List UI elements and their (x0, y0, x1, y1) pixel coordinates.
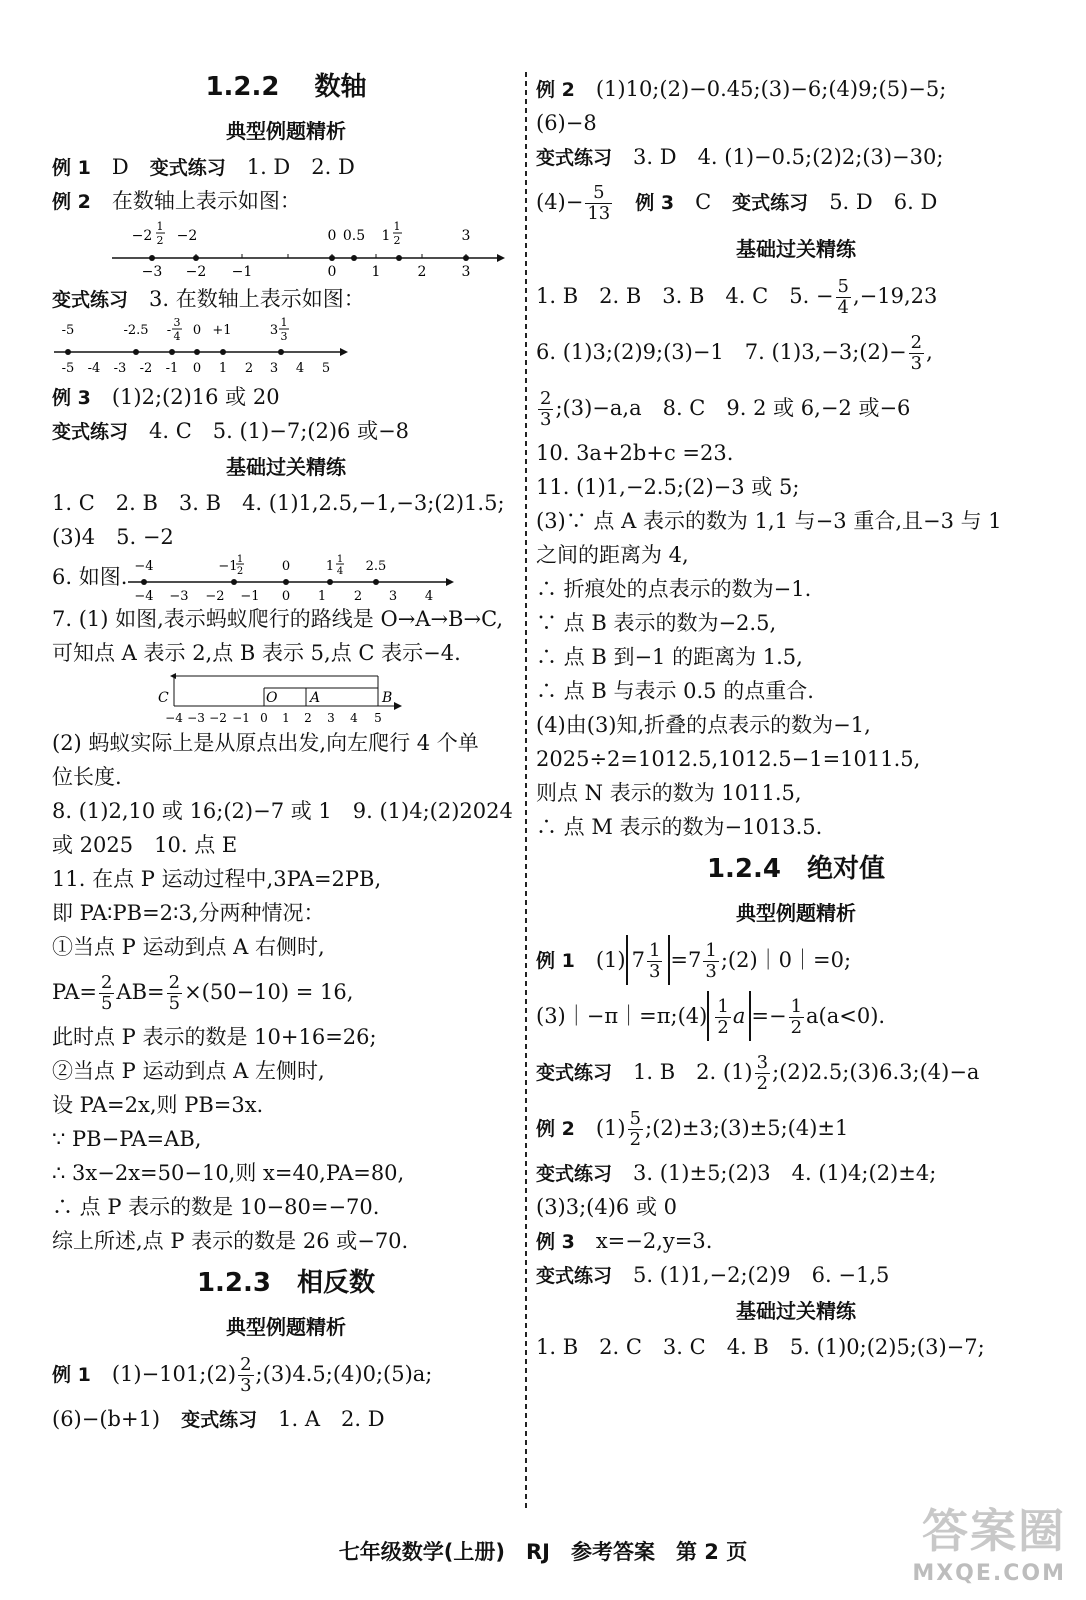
svg-text:−2: −2 (205, 589, 225, 602)
svg-text:C: C (158, 690, 169, 706)
svg-text:2: 2 (393, 234, 401, 247)
number-line-3-row (52, 554, 520, 602)
answer-line: 此时点 P 表示的数是 10+16=26; (52, 1025, 377, 1049)
subheading-practice: 基础过关精练 (736, 1299, 856, 1323)
svg-text:4: 4 (173, 330, 181, 343)
svg-text:0: 0 (260, 711, 268, 725)
section-heading-1-2-2 (52, 62, 520, 112)
example-2-line: 例 2 (1) $\frac{5}{2}$ ;(2)±3;(3)±5;(4)±1 (536, 1108, 849, 1150)
answer-line: 2025÷2=1012.5,1012.5−1=1011.5, (536, 747, 921, 771)
label-1-half: 1 (381, 228, 391, 244)
svg-text:3: 3 (461, 264, 471, 280)
answer-line: ∴ 折痕处的点表示的数为−1. (536, 577, 812, 601)
fraction-equation-line: PA= $\frac{2}{5}$ AB= $\frac{2}{5}$ ×(50−10) = 16, (52, 972, 354, 1014)
svg-text:−1: −1 (231, 264, 253, 280)
example-3-line: 例 3 (1)2;(2)16 或 20 (52, 385, 280, 409)
answer-line: ∴ 点 P 表示的数是 10−80=−70. (52, 1195, 380, 1219)
svg-text:2: 2 (156, 234, 164, 247)
answer-line: 或 2025 10. 点 E (52, 833, 238, 857)
fraction: $\frac{1}{2}$ (717, 996, 729, 1038)
fraction: $\frac{3}{2}$ (756, 1052, 769, 1094)
answer-line: 11. 在点 P 运动过程中,3PA=2PB, (52, 867, 382, 891)
subheading-practice: 基础过关精练 (226, 455, 346, 479)
answer-line: (3)4 5. −2 (52, 525, 174, 549)
svg-text:0: 0 (327, 264, 337, 280)
svg-text:1: 1 (336, 554, 344, 565)
svg-text:−2: −2 (209, 711, 227, 725)
fraction-answer-line: (4)− $\frac{5}{13}$ 例 3 C 变式练习 5. D 6. D (536, 182, 938, 224)
svg-text:0: 0 (192, 323, 202, 338)
answer-line: ∴ 点 M 表示的数为−1013.5. (536, 815, 823, 839)
svg-text:-2.5: -2.5 (123, 323, 149, 338)
svg-text:2: 2 (244, 361, 254, 376)
svg-text:1: 1 (371, 264, 381, 280)
fraction-answer-line: 6. (1)3;(2)9;(3)−1 7. (1)3,−3;(2)− $\frac{2}{3}$ , (536, 332, 933, 374)
answer-line: (3)3;(4)6 或 0 (536, 1195, 678, 1219)
fraction-answer-line: 1. B 2. B 3. B 4. C 5. − $\frac{5}{4}$ ,−19,23 (536, 276, 938, 318)
svg-text:-3: -3 (113, 361, 127, 376)
answer-line: 设 PA=2x,则 PB=3x. (52, 1093, 264, 1117)
svg-text:−2: −2 (185, 264, 207, 280)
variant-line: 变式练习 3. (1)±5;(2)3 4. (1)4;(2)±4; (536, 1161, 937, 1185)
label-neg2-half: −2 (131, 228, 153, 244)
answer-line: ∵ PB−PA=AB, (52, 1127, 202, 1151)
svg-text:3: 3 (327, 711, 335, 725)
answer-line: 11. (1)1,−2.5;(2)−3 或 5; (536, 475, 800, 499)
svg-text:−4: −4 (134, 589, 154, 602)
answer-line: 位长度. (52, 765, 122, 789)
example-1-line: 例 1 D 变式练习 1. D 2. D (52, 155, 355, 179)
answer-line: ∴ 点 B 与表示 0.5 的点重合. (536, 679, 814, 703)
svg-text:3: 3 (280, 330, 288, 343)
subheading-examples: 典型例题精析 (226, 119, 346, 143)
svg-text:2.5: 2.5 (365, 559, 387, 574)
subheading-examples: 典型例题精析 (736, 901, 856, 925)
svg-text:-4: -4 (87, 361, 101, 376)
answer-line: (6)−8 (536, 111, 597, 135)
svg-text:3: 3 (269, 361, 279, 376)
left-column (52, 62, 520, 1436)
number-line-2 (52, 316, 372, 380)
label-0: 0 (327, 228, 337, 244)
svg-text:3: 3 (388, 589, 398, 602)
svg-text:1: 1 (280, 316, 288, 329)
section-heading-1-2-3: 1.2.3 相反数 (196, 1268, 376, 1298)
svg-text:-5: -5 (61, 323, 75, 338)
example-2-line: 例 2 (1)10;(2)−0.45;(3)−6;(4)9;(5)−5; (536, 77, 947, 101)
answer-line: 综上所述,点 P 表示的数是 26 或−70. (52, 1229, 409, 1253)
svg-text:2: 2 (304, 711, 312, 725)
column-divider (525, 72, 527, 1512)
answer-line: ①当点 P 运动到点 A 右侧时, (52, 935, 325, 959)
absolute-value-line: (3)｜−π｜=π;(4) $\frac{1}{2}$ a =− $\frac{1}{2}$ a(a<0). (536, 988, 1056, 1044)
svg-text:+1: +1 (212, 323, 232, 338)
answer-line: ②当点 P 运动到点 A 左侧时, (52, 1059, 325, 1083)
fraction: $\frac{1}{3}$ (705, 940, 717, 982)
fraction: $\frac{2}{3}$ (240, 1354, 252, 1396)
fraction: $\frac{1}{3}$ (648, 940, 661, 982)
fraction: $\frac{2}{3}$ (910, 332, 923, 374)
ant-path-diagram (154, 670, 454, 726)
svg-text:−3: −3 (187, 711, 205, 725)
svg-text:−3: −3 (141, 264, 163, 280)
answer-line: 6. 如图. (52, 565, 128, 589)
svg-text:0: 0 (281, 589, 291, 602)
watermark (912, 1495, 1066, 1586)
number-line-1 (112, 218, 532, 282)
answer-line: 则点 N 表示的数为 1011.5, (536, 781, 802, 805)
subheading-practice: 基础过关精练 (736, 237, 856, 261)
number-line-3 (128, 554, 468, 602)
watermark-logo: 答案圈 (922, 1504, 1066, 1558)
svg-text:2: 2 (236, 566, 244, 577)
svg-text:-5: -5 (61, 361, 75, 376)
svg-text:B: B (382, 690, 393, 706)
svg-text:4: 4 (336, 566, 344, 577)
answer-line: ∵ 点 B 表示的数为−2.5, (536, 611, 777, 635)
section-number: 1.2.2 (205, 72, 280, 102)
svg-text:1: 1 (393, 220, 401, 233)
fraction-answer-line: $\frac{2}{3}$ ;(3)−a,a 8. C 9. 2 或 6,−2 或−6 (540, 388, 911, 430)
absolute-value-bars: $\frac{1}{2}$ a (707, 991, 751, 1041)
svg-text:4: 4 (295, 361, 305, 376)
svg-text:0: 0 (281, 559, 291, 574)
answer-line: (2) 蚂蚁实际上是从原点出发,向左爬行 4 个单 (52, 731, 479, 755)
svg-text:−1: −1 (240, 589, 260, 602)
variant-line: 变式练习 3. D 4. (1)−0.5;(2)2;(3)−30; (536, 145, 944, 169)
svg-text:1: 1 (218, 361, 228, 376)
svg-text:−4: −4 (165, 711, 183, 725)
section-title: 数轴 (314, 72, 367, 102)
answer-line: ∴ 3x−2x=50−10,则 x=40,PA=80, (52, 1161, 405, 1185)
label-neg2: −2 (176, 228, 198, 244)
answer-line: 8. (1)2,10 或 16;(2)−7 或 1 9. (1)4;(2)2024 (52, 799, 513, 823)
absolute-value-bars: 7 $\frac{1}{3}$ (626, 935, 671, 985)
label-0-5: 0.5 (342, 228, 366, 244)
answer-line: (3)∵ 点 A 表示的数为 1,1 与−3 重合,且−3 与 1 (536, 509, 1002, 533)
svg-text:1: 1 (325, 559, 335, 574)
fraction: $\frac{5}{4}$ (837, 276, 849, 318)
example-1-line: 例 1 (1)−101;(2) $\frac{2}{3}$ ;(3)4.5;(4)0;(5)a; (52, 1354, 433, 1396)
absolute-value-example-line: 例 1 (1) 7 $\frac{1}{3}$ =7 $\frac{1}{3}$ ;(2)｜0｜=0; (536, 932, 1056, 988)
answer-line: 1. B 2. C 3. C 4. B 5. (1)0;(2)5;(3)−7; (536, 1335, 985, 1359)
answer-line: 1. C 2. B 3. B 4. (1)1,2.5,−1,−3;(2)1.5; (52, 491, 505, 515)
answer-line: 可知点 A 表示 2,点 B 表示 5,点 C 表示−4. (52, 641, 461, 665)
svg-text:5: 5 (321, 361, 331, 376)
svg-text:2: 2 (353, 589, 363, 602)
svg-text:1: 1 (317, 589, 327, 602)
svg-text:−1: −1 (218, 559, 238, 574)
fraction: $\frac{2}{3}$ (540, 388, 552, 430)
svg-text:1: 1 (156, 220, 164, 233)
answer-line: ∴ 点 B 到−1 的距离为 1.5, (536, 645, 803, 669)
svg-text:O: O (266, 690, 278, 706)
variant-3-line: 变式练习 3. 在数轴上表示如图： (52, 287, 365, 311)
variant-line: (6)−(b+1) 变式练习 1. A 2. D (52, 1407, 385, 1431)
svg-text:-1: -1 (165, 361, 179, 376)
answer-line: 即 PA∶PB=2∶3,分两种情况： (52, 901, 325, 925)
svg-text:1: 1 (236, 554, 244, 565)
subheading-examples: 典型例题精析 (226, 1315, 346, 1339)
right-column (536, 72, 1056, 1364)
svg-text:4: 4 (350, 711, 358, 725)
variant-line: 变式练习 5. (1)1,−2;(2)9 6. −1,5 (536, 1263, 890, 1287)
svg-text:-: - (166, 323, 172, 338)
svg-text:-2: -2 (139, 361, 153, 376)
svg-text:A: A (310, 690, 321, 706)
svg-text:−1: −1 (232, 711, 250, 725)
svg-text:4: 4 (424, 589, 434, 602)
variant-line: 变式练习 1. B 2. (1) $\frac{3}{2}$ ;(2)2.5;(3)6.3;(4)−a (536, 1052, 980, 1094)
svg-text:3: 3 (173, 316, 181, 329)
page-footer: 七年级数学(上册) RJ 参考答案 第 2 页 (338, 1540, 748, 1564)
svg-text:1: 1 (282, 711, 290, 725)
svg-text:5: 5 (374, 711, 382, 725)
section-heading-1-2-4: 1.2.4 绝对值 (706, 854, 886, 884)
example-3-line: 例 3 x=−2,y=3. (536, 1229, 713, 1253)
svg-text:−3: −3 (169, 589, 189, 602)
svg-text:3: 3 (269, 323, 279, 338)
answer-line: (4)由(3)知,折叠的点表示的数为−1, (536, 713, 871, 737)
answer-line: 10. 3a+2b+c =23. (536, 441, 734, 465)
svg-text:−4: −4 (134, 559, 154, 574)
fraction: $\frac{5}{2}$ (629, 1108, 642, 1150)
svg-text:0: 0 (192, 361, 202, 376)
example-2-line: 例 2 在数轴上表示如图： (52, 189, 301, 213)
watermark-url: MXQE.COM (912, 1561, 1066, 1586)
answer-line: 之间的距离为 4, (536, 543, 689, 567)
fraction: $\frac{5}{13}$ (587, 182, 611, 224)
fraction: $\frac{1}{2}$ (790, 996, 803, 1038)
svg-text:2: 2 (417, 264, 427, 280)
label-3: 3 (461, 228, 471, 244)
answer-line: 7. (1) 如图,表示蚂蚁爬行的路线是 O→A→B→C, (52, 607, 504, 631)
fraction: $\frac{2}{5}$ (168, 972, 181, 1014)
variant-4-line: 变式练习 4. C 5. (1)−7;(2)6 或−8 (52, 419, 410, 443)
fraction: $\frac{2}{5}$ (100, 972, 113, 1014)
